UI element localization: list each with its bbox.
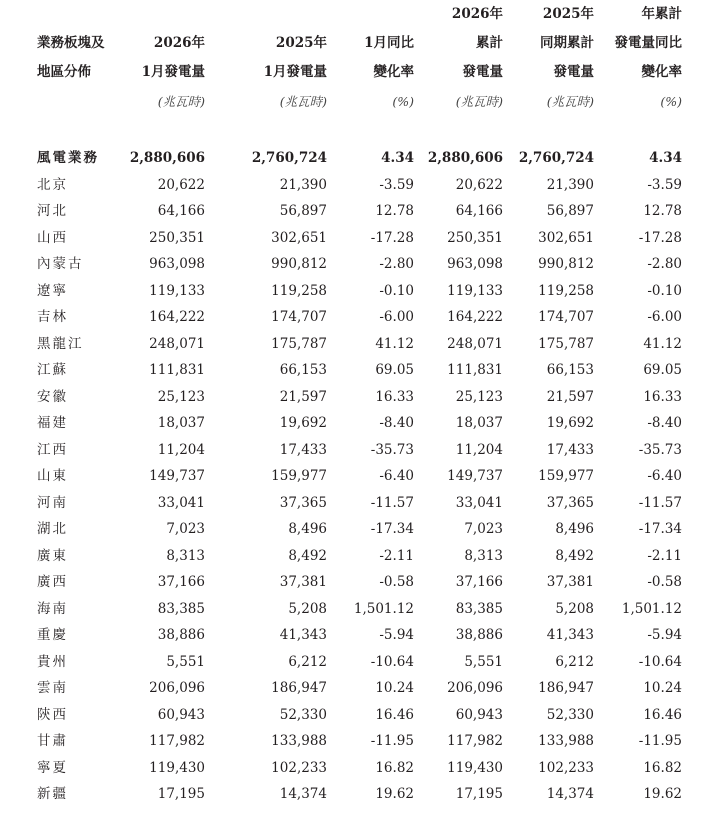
region-cell: 吉林 [37,309,68,325]
region-cell: 貴州 [37,653,68,670]
cum-2026-generation-cell: 33,041 [455,494,503,511]
cum-yoy-change-cell: -6.00 [647,309,682,325]
header-cell [0,0,109,29]
jan-yoy-change-cell: 4.34 [381,150,414,166]
cum-2026-generation-cell: 117,982 [447,733,503,749]
jan-2026-generation-cell: 38,886 [157,627,205,643]
jan-yoy-change-cell: -2.80 [379,256,414,272]
region-cell: 江西 [37,441,68,458]
cum-2026-generation-cell: 60,943 [455,706,503,723]
jan-2026-generation-cell: 248,071 [149,335,205,352]
jan-yoy-change-cell: -2.11 [379,547,414,564]
header-cell: 發電量同比 [614,35,682,51]
header-row-1 [0,0,709,29]
jan-yoy-change-cell: -11.95 [370,733,414,749]
cum-2026-generation-cell: 111,831 [447,362,503,378]
jan-2026-generation-cell: 117,982 [149,733,205,749]
jan-yoy-change-cell: 69.05 [375,362,414,378]
cum-2026-generation-cell: 2,880,606 [427,150,503,166]
header-cell [232,0,327,29]
cum-2026-generation-cell: 248,071 [447,335,503,352]
jan-2026-generation-cell: 8,313 [166,547,205,564]
jan-2025-generation-cell: 17,433 [279,441,327,458]
jan-2025-generation-cell: 37,381 [279,574,327,590]
table-row [0,755,709,782]
jan-yoy-change-cell: -35.73 [370,441,414,458]
header-cell: 2025年 [542,6,594,22]
jan-2026-generation-cell: 206,096 [149,680,205,696]
jan-2025-generation-cell: 5,208 [288,600,327,617]
header-cell: 發電量 [553,64,594,80]
table-row [0,198,709,225]
jan-yoy-change-cell: 1,501.12 [353,600,414,617]
cum-yoy-change-cell: -17.34 [638,521,682,537]
cum-2025-generation-cell: 66,153 [546,362,594,378]
cum-2026-generation-cell: 206,096 [447,680,503,696]
table-body [0,145,709,808]
table-row [0,463,709,490]
jan-yoy-change-cell: -5.94 [379,627,414,643]
jan-yoy-change-cell: 10.24 [375,680,414,696]
jan-2026-generation-cell: 7,023 [166,521,205,537]
header-cell: 變化率 [641,64,682,80]
jan-2025-generation-cell: 186,947 [271,680,327,696]
cum-2025-generation-cell: 37,365 [546,494,594,511]
region-cell: 遼寧 [37,282,68,299]
header-units-row [0,87,709,116]
header-cell: 業務板塊及 [37,35,105,51]
cum-2025-generation-cell: 21,597 [546,388,594,405]
jan-yoy-change-cell: -6.40 [379,468,414,484]
cum-2025-generation-cell: 17,433 [546,441,594,458]
jan-2026-generation-cell: 20,622 [157,176,205,193]
header-cell: 2025年 [275,35,327,51]
cum-2026-generation-cell: 5,551 [464,653,503,670]
header-cell: 同期累計 [540,35,594,51]
jan-2026-generation-cell: 60,943 [157,706,205,723]
region-cell: 山西 [37,229,68,246]
cum-yoy-change-cell: 10.24 [643,680,682,696]
jan-2025-generation-cell: 52,330 [279,706,327,723]
cum-2026-generation-cell: 17,195 [455,786,503,802]
jan-yoy-change-cell: 41.12 [375,335,414,352]
region-cell: 寧夏 [37,759,68,776]
table-row [0,702,709,729]
jan-yoy-change-cell: -17.28 [370,229,414,246]
jan-yoy-change-cell: 16.46 [375,706,414,723]
cum-2025-generation-cell: 175,787 [538,335,594,352]
jan-2025-generation-cell: 6,212 [288,653,327,670]
table-row [0,357,709,384]
header-row-3 [0,58,709,87]
jan-yoy-change-cell: 19.62 [375,786,414,802]
jan-2025-generation-cell: 2,760,724 [251,150,327,166]
cum-2025-generation-cell: 174,707 [538,309,594,325]
cum-yoy-change-cell: -0.58 [647,574,682,590]
jan-yoy-change-cell: -10.64 [370,653,414,670]
cum-2025-generation-cell: 133,988 [538,733,594,749]
jan-yoy-change-cell: -0.10 [379,282,414,299]
jan-2026-generation-cell: 111,831 [149,362,205,378]
region-cell: 山東 [37,468,68,484]
cum-yoy-change-cell: -11.95 [638,733,682,749]
header-cell: 地區分佈 [37,64,91,80]
jan-2025-generation-cell: 56,897 [279,203,327,219]
region-cell: 福建 [37,415,68,431]
jan-2026-generation-cell: 5,551 [166,653,205,670]
region-cell: 甘肅 [37,733,68,749]
table-row [0,675,709,702]
jan-2025-generation-cell: 302,651 [271,229,327,246]
header-cell: 1月同比 [364,35,414,51]
cum-yoy-change-cell: -10.64 [638,653,682,670]
cum-2025-generation-cell: 52,330 [546,706,594,723]
header-cell [327,0,414,29]
cum-2025-generation-cell: 21,390 [546,176,594,193]
cum-2025-generation-cell: 37,381 [546,574,594,590]
jan-2026-generation-cell: 119,133 [149,282,205,299]
cum-2025-generation-cell: 56,897 [546,203,594,219]
cum-2026-generation-cell: 119,133 [447,282,503,299]
cum-2026-generation-cell: 25,123 [455,388,503,405]
jan-2026-generation-cell: 2,880,606 [129,150,205,166]
region-cell: 安徽 [37,388,68,405]
cum-2026-generation-cell: 7,023 [464,521,503,537]
header-cell: 1月發電量 [141,64,205,80]
table-row [0,596,709,623]
jan-2025-generation-cell: 21,390 [279,176,327,193]
cum-2025-generation-cell: 14,374 [546,786,594,802]
cum-2025-generation-cell: 119,258 [538,282,594,299]
region-cell: 湖北 [37,521,68,537]
table-row [0,410,709,437]
jan-yoy-change-cell: -0.58 [379,574,414,590]
jan-2025-generation-cell: 41,343 [279,627,327,643]
unit-cell [0,87,109,116]
cum-2025-generation-cell: 41,343 [546,627,594,643]
header-cell: 變化率 [373,64,414,80]
cum-yoy-change-cell: -17.28 [638,229,682,246]
table-row [0,384,709,411]
header-cell: 2026年 [153,35,205,51]
cum-yoy-change-cell: 69.05 [643,362,682,378]
cum-2025-generation-cell: 102,233 [538,759,594,776]
cum-yoy-change-cell: 41.12 [643,335,682,352]
cum-2025-generation-cell: 2,760,724 [518,150,594,166]
cum-2026-generation-cell: 8,313 [464,547,503,564]
cum-yoy-change-cell: 12.78 [643,203,682,219]
cum-2026-generation-cell: 164,222 [447,309,503,325]
region-cell: 河南 [37,494,68,511]
table-row [0,622,709,649]
cum-2025-generation-cell: 6,212 [555,653,594,670]
cum-2026-generation-cell: 64,166 [455,203,503,219]
table-row [0,516,709,543]
header-spacer [0,116,709,145]
cum-2026-generation-cell: 37,166 [455,574,503,590]
cum-2026-generation-cell: 963,098 [447,256,503,272]
jan-2025-generation-cell: 119,258 [271,282,327,299]
jan-2025-generation-cell: 133,988 [271,733,327,749]
cum-2025-generation-cell: 186,947 [538,680,594,696]
header-cell [109,0,232,29]
cum-2026-generation-cell: 149,737 [447,468,503,484]
table-row [0,331,709,358]
cum-yoy-change-cell: -2.11 [647,547,682,564]
region-cell: 重慶 [37,627,68,643]
header-cell: 1月發電量 [263,64,327,80]
jan-2026-generation-cell: 149,737 [149,468,205,484]
table-row [0,490,709,517]
table-row [0,251,709,278]
cum-yoy-change-cell: 16.46 [643,706,682,723]
region-cell: 江蘇 [37,362,68,378]
region-cell: 內蒙古 [37,256,84,272]
cum-2026-generation-cell: 250,351 [447,229,503,246]
unit-cell: (兆瓦時) [455,94,503,109]
jan-yoy-change-cell: -8.40 [379,415,414,431]
cum-2026-generation-cell: 38,886 [455,627,503,643]
cum-yoy-change-cell: -8.40 [647,415,682,431]
table-row [0,437,709,464]
header-row-2 [0,29,709,58]
jan-2026-generation-cell: 37,166 [157,574,205,590]
jan-yoy-change-cell: 16.82 [375,759,414,776]
cum-2025-generation-cell: 159,977 [538,468,594,484]
jan-2026-generation-cell: 164,222 [149,309,205,325]
cum-yoy-change-cell: -5.94 [647,627,682,643]
cum-2026-generation-cell: 11,204 [455,441,503,458]
region-cell: 新疆 [37,786,68,802]
region-cell: 雲南 [37,680,68,696]
table-row [0,278,709,305]
table-row [0,304,709,331]
jan-2025-generation-cell: 21,597 [279,388,327,405]
jan-2026-generation-cell: 83,385 [157,600,205,617]
unit-cell: (兆瓦時) [157,94,205,109]
cum-yoy-change-cell: 19.62 [643,786,682,802]
unit-cell: (%) [660,94,682,109]
cum-yoy-change-cell: 4.34 [649,150,682,166]
table-row [0,728,709,755]
cum-2026-generation-cell: 83,385 [455,600,503,617]
jan-yoy-change-cell: -11.57 [370,494,414,511]
jan-2025-generation-cell: 175,787 [271,335,327,352]
jan-2026-generation-cell: 119,430 [149,759,205,776]
jan-2026-generation-cell: 18,037 [157,415,205,431]
cum-2025-generation-cell: 19,692 [546,415,594,431]
unit-cell: (兆瓦時) [279,94,327,109]
jan-2025-generation-cell: 159,977 [271,468,327,484]
table-row [0,781,709,808]
region-cell: 陝西 [37,706,68,723]
table-row [0,543,709,570]
region-cell: 河北 [37,203,68,219]
header-cell: 年累計 [641,6,682,22]
table-row [0,649,709,676]
unit-cell: (兆瓦時) [546,94,594,109]
jan-2025-generation-cell: 102,233 [271,759,327,776]
cum-yoy-change-cell: 16.82 [643,759,682,776]
unit-cell: (%) [392,94,414,109]
cum-2025-generation-cell: 8,496 [555,521,594,537]
jan-yoy-change-cell: -6.00 [379,309,414,325]
jan-2025-generation-cell: 66,153 [279,362,327,378]
jan-2025-generation-cell: 8,496 [288,521,327,537]
jan-2025-generation-cell: 37,365 [279,494,327,511]
region-cell: 海南 [37,600,68,617]
region-cell: 風電業務 [37,150,99,166]
header-cell: 2026年 [451,6,503,22]
jan-2025-generation-cell: 174,707 [271,309,327,325]
jan-2025-generation-cell: 14,374 [279,786,327,802]
cum-2025-generation-cell: 302,651 [538,229,594,246]
cum-2026-generation-cell: 119,430 [447,759,503,776]
jan-yoy-change-cell: -17.34 [370,521,414,537]
jan-2025-generation-cell: 19,692 [279,415,327,431]
cum-2025-generation-cell: 8,492 [555,547,594,564]
region-cell: 黑龍江 [37,335,84,352]
cum-yoy-change-cell: -11.57 [638,494,682,511]
jan-2025-generation-cell: 8,492 [288,547,327,564]
cum-yoy-change-cell: -0.10 [647,282,682,299]
cum-2025-generation-cell: 5,208 [555,600,594,617]
table-row [0,172,709,199]
cum-2025-generation-cell: 990,812 [538,256,594,272]
cum-yoy-change-cell: -6.40 [647,468,682,484]
header-cell: 發電量 [462,64,503,80]
region-cell: 北京 [37,176,68,193]
jan-2025-generation-cell: 990,812 [271,256,327,272]
header-cell: 累計 [476,35,503,51]
cum-yoy-change-cell: 16.33 [643,388,682,405]
table-row-total [0,145,709,172]
cum-yoy-change-cell: -3.59 [647,176,682,193]
cum-2026-generation-cell: 20,622 [455,176,503,193]
jan-yoy-change-cell: 16.33 [375,388,414,405]
jan-2026-generation-cell: 33,041 [157,494,205,511]
jan-2026-generation-cell: 963,098 [149,256,205,272]
jan-2026-generation-cell: 64,166 [157,203,205,219]
cum-yoy-change-cell: -35.73 [638,441,682,458]
table-header [0,0,709,145]
jan-2026-generation-cell: 250,351 [149,229,205,246]
jan-yoy-change-cell: 12.78 [375,203,414,219]
table-row [0,569,709,596]
jan-yoy-change-cell: -3.59 [379,176,414,193]
cum-2026-generation-cell: 18,037 [455,415,503,431]
jan-2026-generation-cell: 11,204 [157,441,205,458]
cum-yoy-change-cell: 1,501.12 [621,600,682,617]
region-cell: 廣西 [37,574,68,590]
table-row [0,225,709,252]
cum-yoy-change-cell: -2.80 [647,256,682,272]
region-cell: 廣東 [37,547,68,564]
jan-2026-generation-cell: 17,195 [157,786,205,802]
jan-2026-generation-cell: 25,123 [157,388,205,405]
